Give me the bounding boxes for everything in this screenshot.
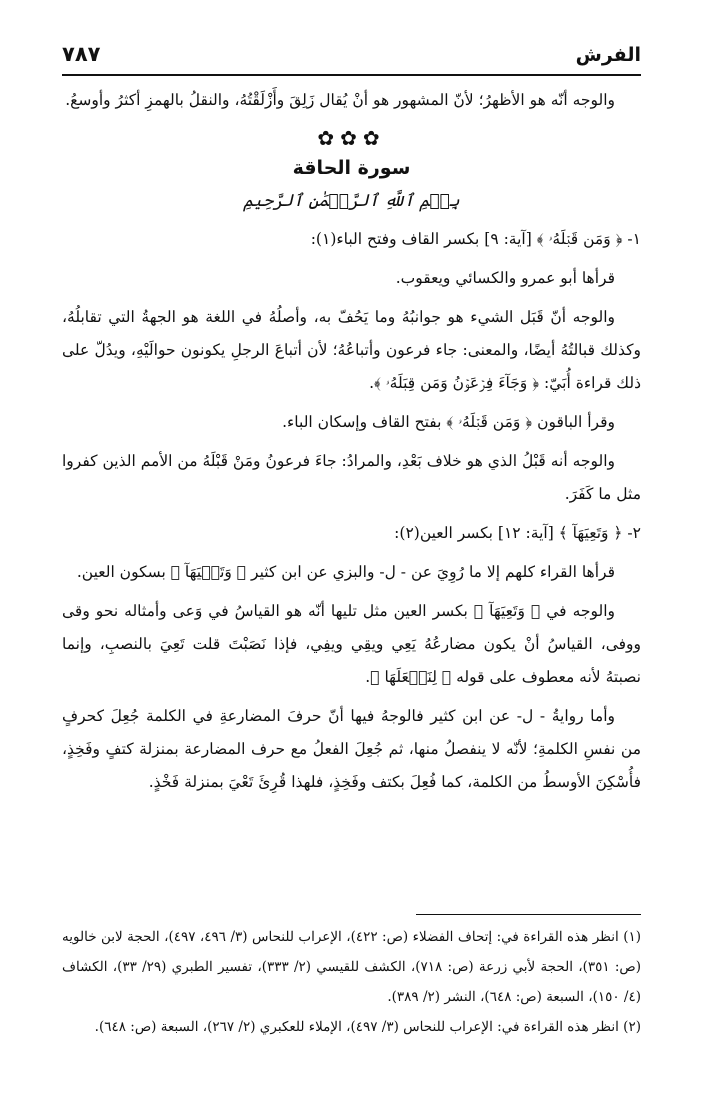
footnote-separator <box>416 914 641 915</box>
footnote-2: (٢) انظر هذه القراءة في: الإعراب للنحاس (٣/ ٤٩٧)، الإملاء للعكبري (٢/ ٢٦٧)، السبعة (ص: ٦٤٨). <box>94 1019 641 1035</box>
main-text <box>62 84 641 805</box>
reading-1-others: وقرأ الباقون ﴿ وَمَن قَبۡلَهُۥ ﴾ بفتح القاف وإسكان الباء. <box>282 413 615 431</box>
ornament-stars-icon: ✿✿✿ <box>317 126 386 150</box>
reading-2-explanation: والوجه في ﴿ وَتَعِيَهَآ ﴾ بكسر العين مثل تليها أنّه هو القياسُ في وَعى وأمثاله نحو وقى ووفى، القياسُ أنْ يكون مضارعُهُ يَعِي ويقِي ويفِي، فإذا نَصَبْتَ قلت تَعِيَ بالنصبِ، وإنما نصبتهُ لأنه معطوف على قوله ﴿ لِنَجۡعَلَهَا ﴾. <box>62 602 641 686</box>
chapter-title: الفرش <box>575 44 641 66</box>
reading-1-readers: قرأها أبو عمرو والكسائي ويعقوب. <box>395 269 615 287</box>
reading-1-explanation: والوجه أنّ قَبَل الشيء هو جوانبُهُ وما يَحُفّ به، وأصلُهُ في اللغة هو الجهةُ التي تقابلُهُ، وكذلك قبالتُهُ أيضًا، والمعنى: جاء فرعون وأتباعُهُ؛ لأن أتباعَ الرجلِ يكونون حوالَيْهِ، ويدُلّ على ذلك قراءة أُبَيّ: ﴿ وَجَآءَ فِرۡعَوۡنُ وَمَن قِبَلَهُۥ ﴾. <box>62 308 641 392</box>
running-header <box>62 40 641 76</box>
basmala: بِسۡمِ ٱللَّهِ ٱلرَّحۡمَٰنِ ٱلرَّحِيمِ <box>243 191 460 211</box>
reading-2-heading: ٢- ﴿ وَتَعِيَهَآ ﴾ [آية: ١٢] بكسر العين(٢): <box>394 524 641 542</box>
intro-paragraph: والوجه أنّه هو الأظهرُ؛ لأنّ المشهور هو أنْ يُقال زَلِقَ وأَزْلَقْتُهُ، والنقلُ بالهمزِ أكثرُ وأوسعُ. <box>65 91 615 109</box>
footnotes <box>62 922 641 1042</box>
reading-1-others-explanation: والوجه أنه قَبْلُ الذي هو خلاف بَعْدِ، والمرادُ: جاءَ فرعونُ ومَنْ قَبْلَهُ من الأمم الذين كفروا مثل ما كَفَرَ. <box>62 452 641 503</box>
footnote-1: (١) انظر هذه القراءة في: إتحاف الفضلاء (ص: ٤٢٢)، الإعراب للنحاس (٣/ ٤٩٦، ٤٩٧)، الحجة لابن خالويه (ص: ٣٥١)، الحجة لأبي زرعة (ص: ٧١٨)، الكشف للقيسي (٢/ ٣٣٣)، تفسير الطبري (٢٩/ ٣٣)، الكشاف (٤/ ١٥٠)، السبعة (ص: ٦٤٨)، النشر (٢/ ٣٨٩). <box>62 929 642 1005</box>
page-number: ٧٨٧ <box>62 42 101 66</box>
surah-title: سورة الحاقة <box>292 157 411 179</box>
reading-2-readers: قرأها القراء كلهم إلا ما رُوِيَ عن - ل- والبزي عن ابن كثير ﴿ وَتَعۡيَهَآ ﴾ بسكون العين. <box>76 563 615 581</box>
reading-2-variant-explanation: وأما روايةُ - ل- عن ابن كثير فالوجهُ فيها أنّ حرفَ المضارعةِ في الكلمة جُعِلَ كحرفٍ من نفسِ الكلمةِ؛ لأنّه لا ينفصلُ منها، ثم جُعِلَ الفعلُ مع حرف المضارعة بمنزلة كتفٍ وفَخِذٍ، فأُسْكِنَ الأوسطُ من الكلمة، كما فُعِلَ بكتف وفَخِذٍ، فلهذا قُرِئَ تَعْيَ بمنزلة فَخْذٍ. <box>62 707 641 791</box>
reading-1-heading: ١- ﴿ وَمَن قَبۡلَهُۥ ﴾ [آية: ٩] بكسر القاف وفتح الباء(١): <box>310 230 641 248</box>
